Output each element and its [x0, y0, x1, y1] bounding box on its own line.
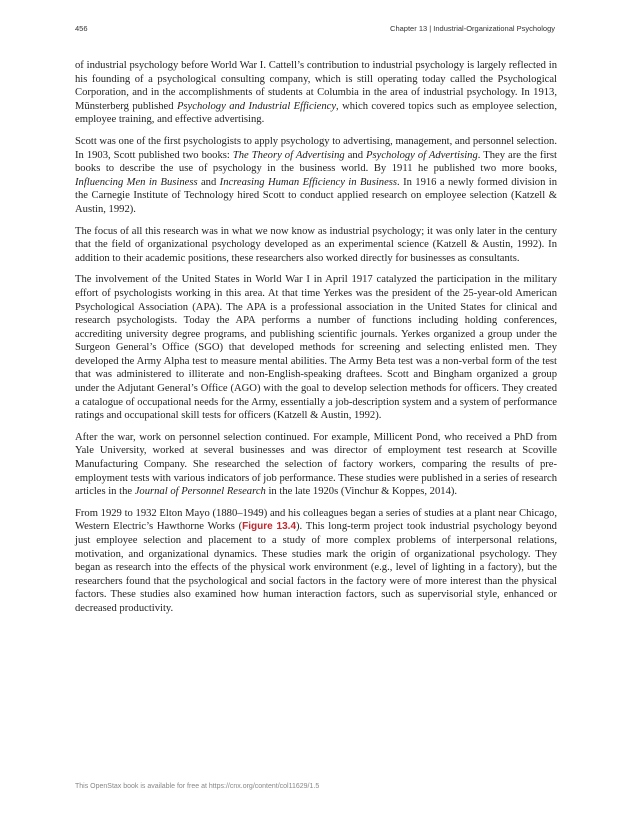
- page-number: 456: [75, 24, 88, 33]
- body-text: [75, 59, 557, 624]
- book-title: Increasing Human Efficiency in Business: [219, 176, 398, 188]
- paragraph-6: [75, 507, 557, 616]
- text-run: After the war, work on personnel selection continued. For example, Millicent Pond, who received a PhD from Yale University, worked at several businesses and was director of employment test research at Scoville Manufacturing Company. She researched the selection of factory workers, comparing the results of pre-employment tests with various indicators of job performance. These studies were published in a series of research articles in the: [75, 431, 557, 498]
- chapter-title: Chapter 13 | Industrial-Organizational Psychology: [390, 24, 555, 33]
- text-run: , which covered topics such as employee selection, employee training, and effective advertising.: [75, 100, 557, 126]
- book-title: The Theory of Advertising: [232, 149, 345, 161]
- journal-title: Journal of Personnel Research: [134, 486, 266, 498]
- paragraph-2: [75, 135, 557, 217]
- footer-note: This OpenStax book is available for free at https://cnx.org/content/col11629/1.5: [75, 783, 320, 790]
- paragraph-4: The involvement of the United States in World War I in April 1917 catalyzed the participation in the military effort of psychologists working in this area. At that time Yerkes was the president of the 25-year-old American Psychological Association (APA). The APA is a professional association in the United States for clinical and research psychologists. Today the APA performs a number of functions including holding conferences, accrediting university degree programs, and publishing scientific journals. Yerkes organized a group under the Surgeon General’s Office (SGO) that developed methods for screening and selecting enlisted men. They developed the Army Alpha test to measure mental abilities. The Army Beta test was a non-verbal form of the test that was administered to illiterate and non-English-speaking draftees. Scott and Bingham organized a group under the Adjutant General’s Office (AGO) with the goal to develop selection methods for officers. They created a catalogue of occupational needs for the Army, essentially a job-description system and a system of performance ratings and occupational skill tests for officers (Katzell & Austin, 1992).: [75, 274, 557, 422]
- book-title: Psychology and Industrial Efficiency: [176, 100, 337, 112]
- book-title: Psychology of Advertising: [366, 149, 478, 161]
- text-run: ). This long-term project took industrial psychology beyond just employee selection and placement to a study of more complex problems of interpersonal relations, motivation, and organizational dynamics. These studies mark the origin of organizational psychology. They began as research into the effects of the physical work environment (e.g., level of lighting in a factory), but the researchers found that the psychological and social factors in the factory were of more interest than the physical factors. These studies also examined how human interaction factors, such as supervisorial style, enhanced or decreased productivity.: [75, 521, 557, 614]
- text-run: Scott was one of the first psychologists to apply psychology to advertising, management, and personnel selection. In 1903, Scott published two books:: [75, 135, 557, 161]
- paragraph-1: [75, 59, 557, 127]
- text-run: and: [344, 149, 367, 161]
- figure-reference-link[interactable]: Figure 13.4: [242, 521, 297, 533]
- text-run: in the late 1920s (Vinchur & Koppes, 2014).: [265, 486, 458, 498]
- book-title: Influencing Men in Business: [75, 176, 198, 188]
- text-run: . They are the first books to describe the use of psychology in the business world. By 1911 he published two more books,: [75, 149, 557, 175]
- text-run: and: [197, 176, 220, 188]
- paragraph-5: [75, 431, 557, 499]
- text-run: . In 1916 a newly formed division in the Carnegie Institute of Technology hired Scott to conduct applied research on employee selection (Katzell & Austin, 1992).: [75, 176, 558, 215]
- paragraph-3: The focus of all this research was in what we now know as industrial psychology; it was only later in the century that the field of organizational psychology developed as an experimental science (Katzell & Austin, 1992). In addition to their academic positions, these researchers also worked directly for businesses as consultants.: [75, 225, 557, 264]
- text-run: From 1929 to 1932 Elton Mayo (1880–1949) and his colleagues began a series of studies at a plant near Chicago, Western Electric’s Hawthorne Works (: [75, 507, 557, 533]
- text-run: of industrial psychology before World War I. Cattell’s contribution to industrial psychology is largely reflected in his founding of a psychological consulting company, which is still operating today called the Psychological Corporation, and in the accomplishments of students at Columbia in the area of industrial psychology. In 1913, Münsterberg published: [75, 60, 557, 112]
